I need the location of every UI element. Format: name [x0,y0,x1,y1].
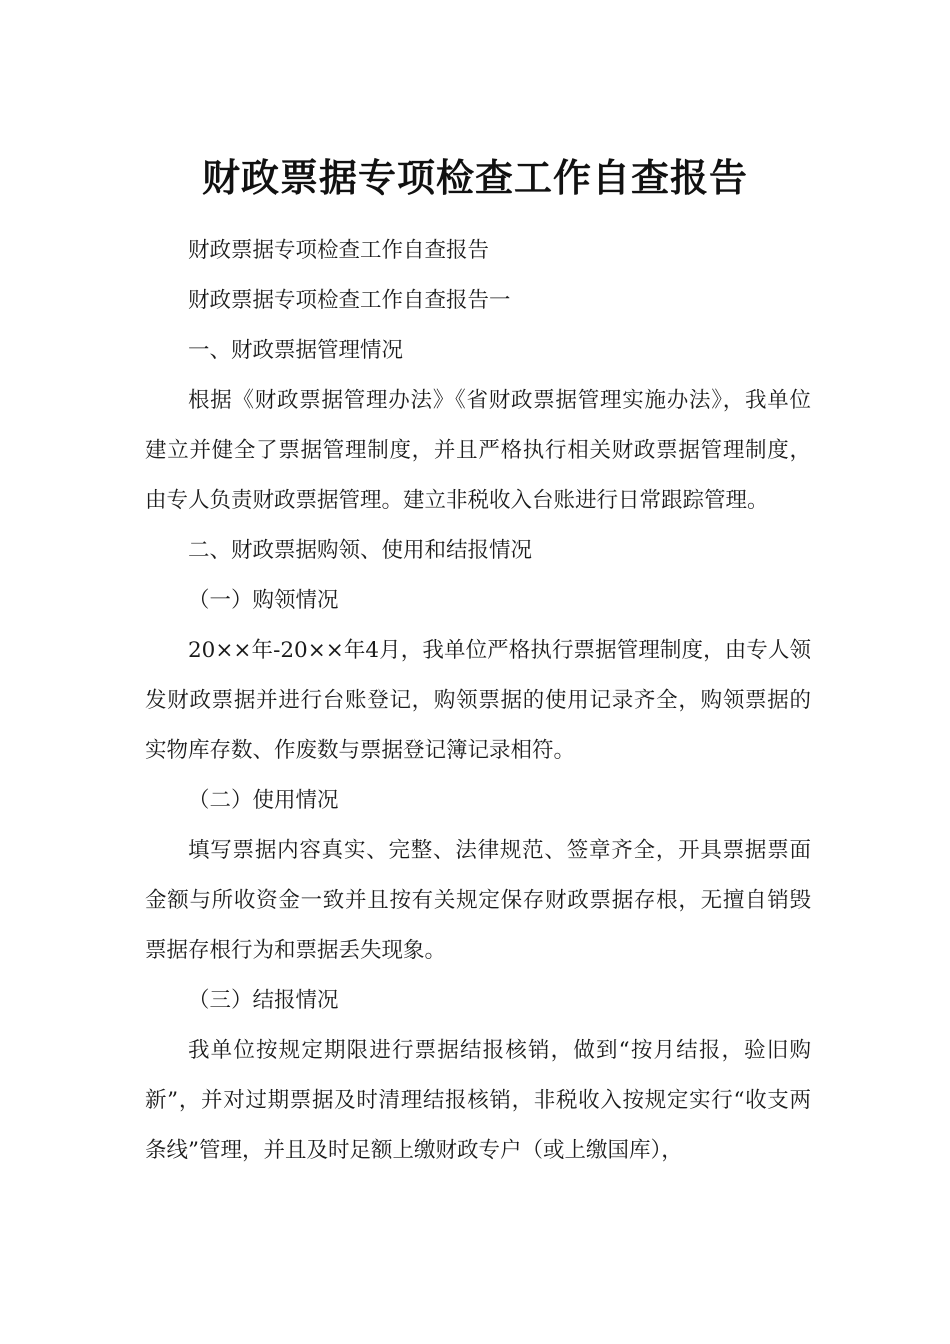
paragraph-report-one-heading: 财政票据专项检查工作自查报告一 [188,288,511,313]
paragraph-settlement: 我单位按规定期限进行票据结报核销，做到“按月结报，验旧购新”，并对过期票据及时清理结报核销，非税收入按规定实行“收支两条线”管理，并且及时足额上缴财政专户（或上缴国库）， [145,1038,811,1163]
subsection-heading-settlement: （三）结报情况 [188,988,339,1013]
paragraph-purchase: 20××年-20××年4月，我单位严格执行票据管理制度，由专人领发财政票据并进行台账登记，购领票据的使用记录齐全，购领票据的实物库存数、作废数与票据登记簿记录相符。 [145,638,811,763]
paragraph-management: 根据《财政票据管理办法》《省财政票据管理实施办法》，我单位建立并健全了票据管理制度，并且严格执行相关财政票据管理制度，由专人负责财政票据管理。建立非税收入台账进行日常跟踪管理。 [145,388,811,513]
paragraph-usage: 填写票据内容真实、完整、法律规范、签章齐全，开具票据票面金额与所收资金一致并且按有关规定保存财政票据存根，无擅自销毁票据存根行为和票据丢失现象。 [145,838,811,963]
subsection-heading-purchase: （一）购领情况 [188,588,339,613]
document-body [145,226,811,1176]
subsection-heading-usage: （二）使用情况 [188,788,339,813]
section-heading-1: 一、财政票据管理情况 [188,338,404,363]
document-title: 财政票据专项检查工作自查报告 [201,156,748,201]
paragraph-subtitle: 财政票据专项检查工作自查报告 [188,238,490,263]
section-heading-2: 二、财政票据购领、使用和结报情况 [188,538,533,563]
